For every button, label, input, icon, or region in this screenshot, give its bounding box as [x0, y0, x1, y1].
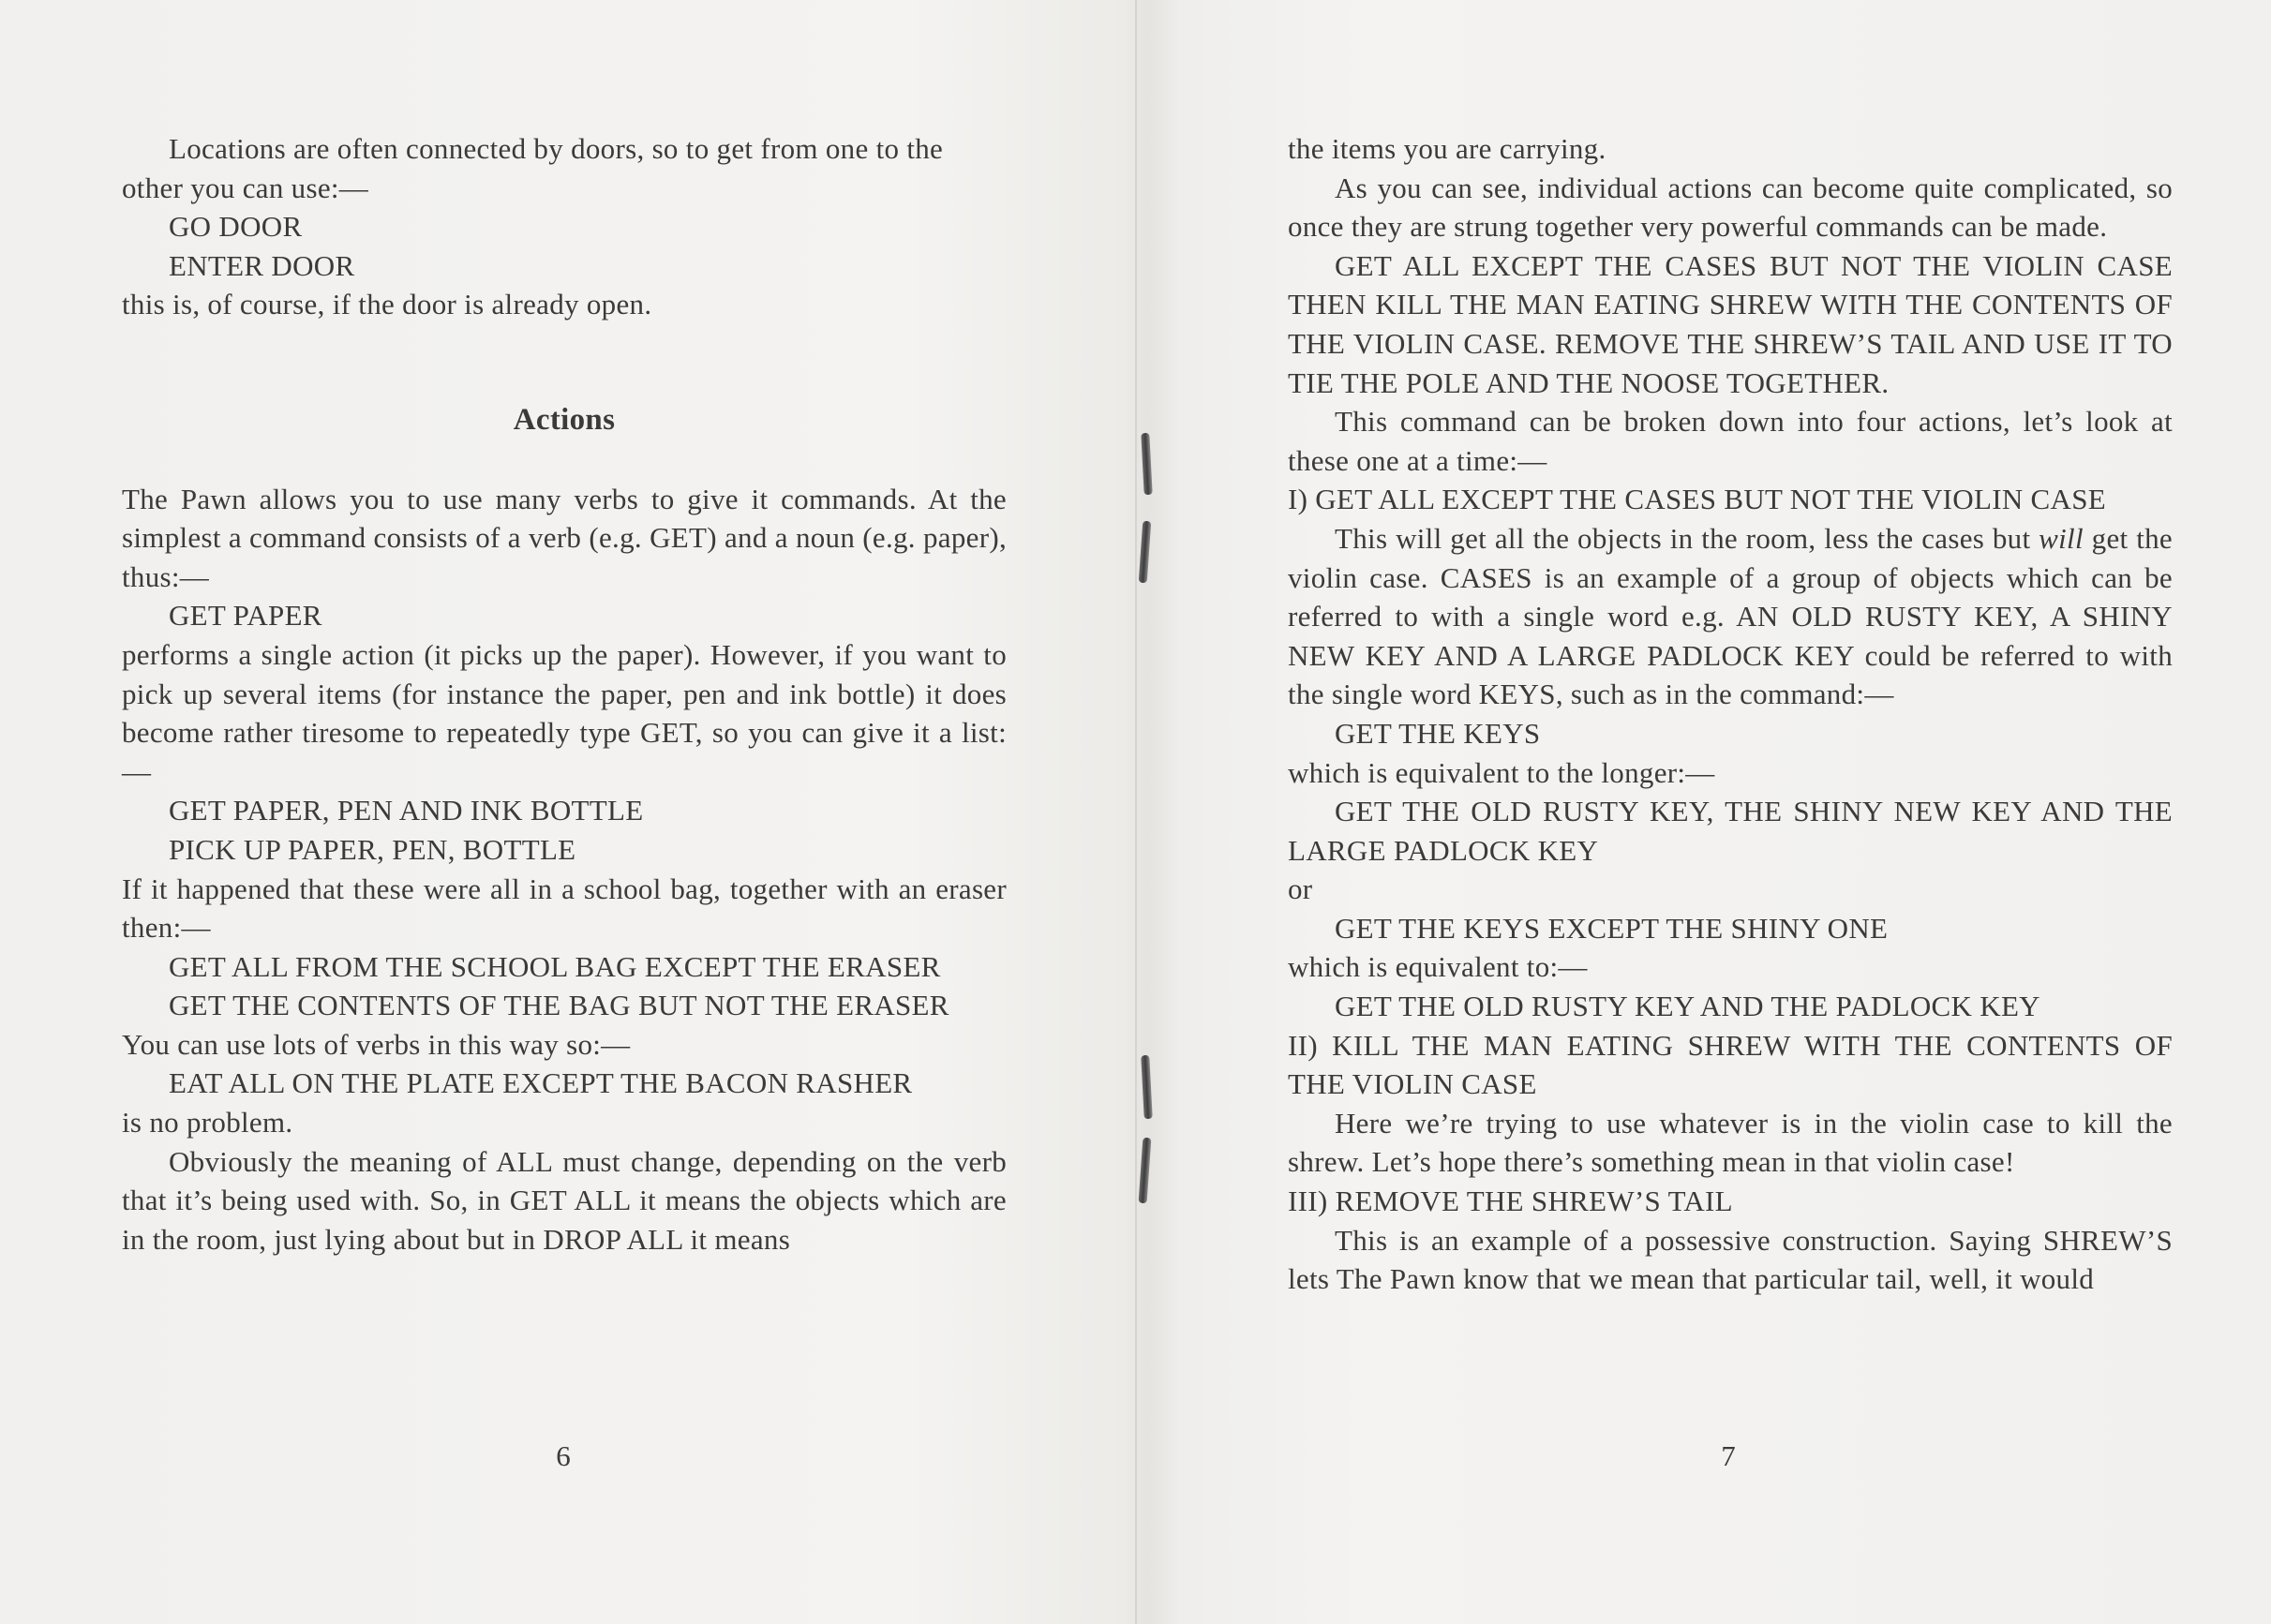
command-complex-example: GET ALL EXCEPT THE CASES BUT NOT THE VIOLIN CASE THEN KILL THE MAN EATING SHREW WITH THE CONTENTS OF THE VIOLIN CASE. REMOVE THE SHREW’S TAIL AND USE IT TO TIE THE POLE AND THE NOOSE TOGETHER.: [1288, 248, 2173, 399]
command-get-contents-of-bag: GET THE CONTENTS OF THE BAG BUT NOT THE ERASER: [169, 989, 949, 1022]
page-left: [122, 129, 1007, 1259]
command-get-keys-long: GET THE OLD RUSTY KEY, THE SHINY NEW KEY AND THE LARGE PADLOCK KEY: [1288, 795, 2173, 867]
paragraph-single-action: performs a single action (it picks up the paper). However, if you want to pick up several items (for instance the paper, pen and ink bottle) it does become rather tiresome to repeatedly type GET, so you can give it a list:—: [122, 637, 1007, 788]
paragraph-meaning-of-all: Obviously the meaning of ALL must change, depending on the verb that it’s being used with. So, in GET ALL it means the objects which are in the room, just lying about but in DROP ALL it means: [122, 1144, 1007, 1256]
command-get-keys-except: GET THE KEYS EXCEPT THE SHINY ONE: [1335, 911, 1889, 945]
command-pick-up-list: PICK UP PAPER, PEN, BOTTLE: [169, 832, 576, 866]
paragraph-complicated-actions: As you can see, individual actions can become quite complicated, so once they are strung together very powerful commands can be made.: [1288, 171, 2173, 244]
step-one-heading: I) GET ALL EXCEPT THE CASES BUT NOT THE VIOLIN CASE: [1288, 483, 2106, 516]
command-get-list: GET PAPER, PEN AND INK BOTTLE: [169, 794, 644, 827]
command-get-the-keys: GET THE KEYS: [1335, 716, 1541, 750]
step-three-heading: III) REMOVE THE SHREW’S TAIL: [1288, 1184, 1733, 1218]
paragraph-cases-group: [1288, 519, 2173, 714]
paragraph-cases-group-part2: get the violin case. CASES is an example of a group of objects which can be referred to with a single word e.g. AN OLD RUSTY KEY, A SHINY NEW KEY AND A LARGE PADLOCK KEY could be referred to with the single word KEYS, such as in the command:—: [1288, 521, 2173, 711]
paragraph-items-carrying: the items you are carrying.: [1288, 132, 1606, 165]
paragraph-possessive: This is an example of a possessive construction. Saying SHREW’S lets The Pawn know that we mean that particular tail, well, it would: [1288, 1223, 2173, 1296]
paragraph-four-actions: This command can be broken down into four actions, let’s look at these one at a time:—: [1288, 405, 2173, 477]
command-get-paper: GET PAPER: [169, 599, 322, 633]
command-eat-all: EAT ALL ON THE PLATE EXCEPT THE BACON RASHER: [169, 1066, 913, 1100]
command-get-all-from-bag: GET ALL FROM THE SCHOOL BAG EXCEPT THE ERASER: [169, 949, 941, 983]
page-right: [1288, 129, 2173, 1299]
paragraph-violin-case: Here we’re trying to use whatever is in the violin case to kill the shrew. Let’s hope there’s something mean in that violin case!: [1288, 1106, 2173, 1179]
booklet-spine: [1135, 0, 1137, 1624]
command-get-two-keys: GET THE OLD RUSTY KEY AND THE PADLOCK KEY: [1335, 990, 2040, 1023]
paragraph-door-open: this is, of course, if the door is already open.: [122, 288, 652, 321]
emphasis-will: will: [2039, 521, 2084, 555]
page-number-right: 7: [1721, 1439, 1736, 1472]
command-go-door: GO DOOR: [169, 210, 303, 244]
step-two-heading: II) KILL THE MAN EATING SHREW WITH THE CONTENTS OF THE VIOLIN CASE: [1288, 1028, 2173, 1101]
paragraph-equivalent-to: which is equivalent to:—: [1288, 950, 1588, 984]
text-or: or: [1288, 872, 1313, 906]
paragraph-verbs: The Pawn allows you to use many verbs to give it commands. At the simplest a command consists of a verb (e.g. GET) and a noun (e.g. paper), thus:—: [122, 482, 1007, 593]
staple-top-upper: [1141, 433, 1152, 495]
paragraph-doors-line1: Locations are often connected by doors, so to get from one to the: [169, 132, 944, 165]
paragraph-no-problem: is no problem.: [122, 1106, 293, 1140]
paragraph-equivalent-longer: which is equivalent to the longer:—: [1288, 755, 1715, 789]
staple-bottom-upper: [1141, 1055, 1153, 1119]
paragraph-doors-line2: other you can use:—: [122, 171, 369, 204]
staple-bottom-lower: [1139, 1138, 1152, 1203]
paragraph-lots-of-verbs: You can use lots of verbs in this way so:—: [122, 1027, 631, 1061]
paragraph-cases-group-part1: This will get all the objects in the room, less the cases but: [1335, 521, 2039, 555]
paragraph-school-bag: If it happened that these were all in a school bag, together with an eraser then:—: [122, 872, 1007, 945]
section-heading-actions: Actions: [513, 402, 616, 437]
command-enter-door: ENTER DOOR: [169, 248, 355, 282]
page-number-left: 6: [556, 1439, 571, 1472]
staple-top-lower: [1139, 521, 1152, 583]
